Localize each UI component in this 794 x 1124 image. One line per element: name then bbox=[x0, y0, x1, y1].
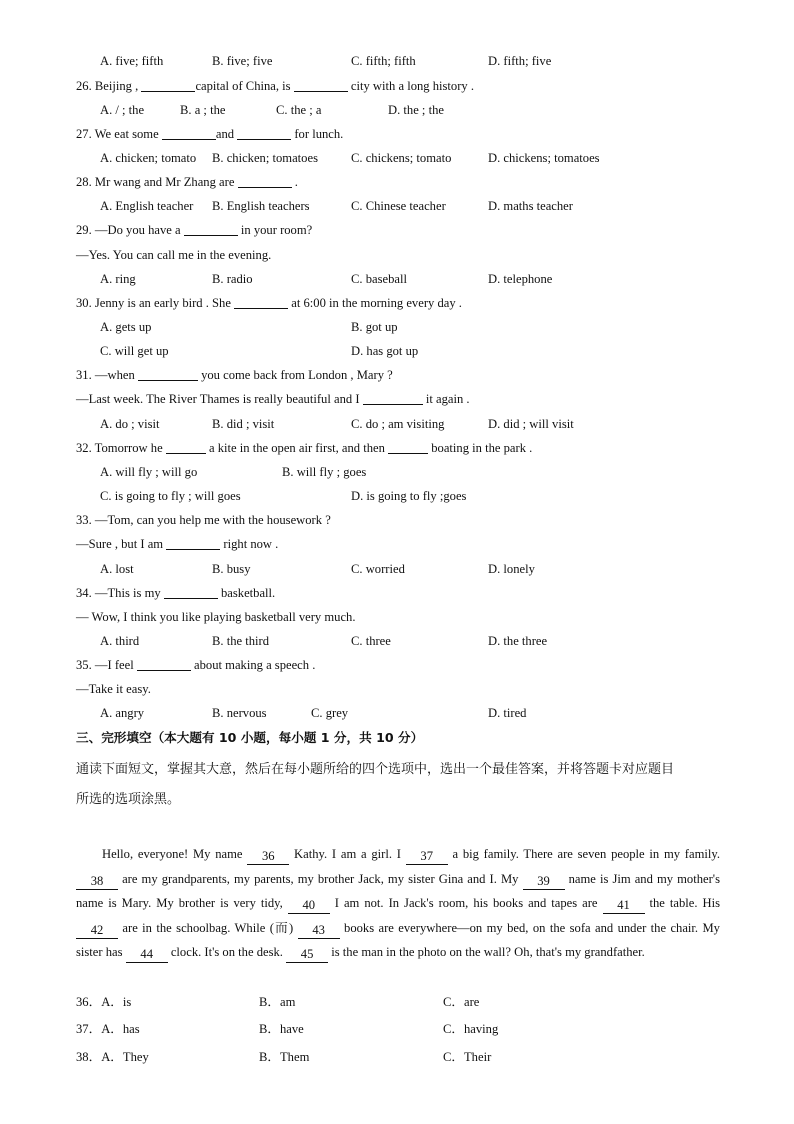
q30-option-b: B. got up bbox=[351, 320, 398, 334]
q28-option-d: D. maths teacher bbox=[488, 199, 573, 213]
q38-option-b: B．Them bbox=[259, 1050, 310, 1064]
q32-options-row1 bbox=[0, 462, 794, 482]
q33-option-d: D. lonely bbox=[488, 562, 535, 576]
q32-option-c: C. is going to fly ; will goes bbox=[100, 489, 241, 503]
q35-option-b: B. nervous bbox=[212, 706, 267, 720]
answer-blank bbox=[166, 535, 220, 550]
q36-option-a: 36．A．is bbox=[76, 995, 132, 1009]
q34-options bbox=[0, 631, 794, 651]
section-instructions-line1: 通读下面短文，掌握其大意，然后在每小题所给的四个选项中，选出一个最佳答案，并将答题卡对应题目 bbox=[76, 762, 675, 777]
q33-options bbox=[0, 559, 794, 579]
answer-blank bbox=[166, 439, 206, 454]
question-30: 30. Jenny is an early bird . She at 6:00 in the morning every day . bbox=[76, 296, 462, 310]
q35-option-d: D. tired bbox=[488, 706, 527, 720]
question-28: 28. Mr wang and Mr Zhang are . bbox=[76, 175, 298, 189]
answer-blank bbox=[234, 294, 288, 309]
answer-blank bbox=[141, 77, 195, 92]
q34-option-d: D. the three bbox=[488, 634, 548, 648]
answer-blank bbox=[164, 584, 218, 599]
q25-option-a: A. five; fifth bbox=[100, 54, 164, 68]
q25-option-d: D. fifth; five bbox=[488, 54, 552, 68]
cloze-blank-37: 37 bbox=[406, 848, 448, 865]
q28-options bbox=[0, 196, 794, 216]
q28-option-b: B. English teachers bbox=[212, 199, 310, 213]
question-29: 29. —Do you have a in your room? bbox=[76, 223, 313, 237]
cloze-blank-44: 44 bbox=[126, 946, 168, 963]
cloze-blank-36: 36 bbox=[247, 848, 289, 865]
q34-option-a: A. third bbox=[100, 634, 140, 648]
q32-option-d: D. is going to fly ;goes bbox=[351, 489, 467, 503]
cloze-blank-38: 38 bbox=[76, 873, 118, 890]
q38-option-c: C．Their bbox=[443, 1050, 492, 1064]
answer-blank bbox=[388, 439, 428, 454]
q29-options bbox=[0, 269, 794, 289]
answer-blank bbox=[237, 125, 291, 140]
q35-option-c: C. grey bbox=[311, 706, 349, 720]
section-instructions-line2: 所选的选项涂黑。 bbox=[76, 792, 181, 807]
q26-option-d: D. the ; the bbox=[388, 103, 444, 117]
q30-options-row1 bbox=[0, 317, 794, 337]
q34-option-c: C. three bbox=[351, 634, 391, 648]
q32-option-b: B. will fly ; goes bbox=[282, 465, 367, 479]
q34-option-b: B. the third bbox=[212, 634, 270, 648]
q38-options bbox=[0, 1047, 794, 1067]
q27-option-c: C. chickens; tomato bbox=[351, 151, 452, 165]
q31-reply: —Last week. The River Thames is really beautiful and I it again . bbox=[76, 392, 470, 406]
q37-options bbox=[0, 1019, 794, 1039]
q30-option-c: C. will get up bbox=[100, 344, 169, 358]
answer-blank bbox=[238, 173, 292, 188]
q26-option-a: A. / ; the bbox=[100, 103, 145, 117]
cloze-passage: Hello, everyone! My name 36 Kathy. I am a girl. I 37 a big family. There are seven people in my family. 38 are my grandparents, my parents, my brother Jack, my sister Gina and I. My 39 name is Jim and my mother's name is Mary. My brother is very tidy, 40 I am not. In Jack's room, his books and tapes are 41 the table. His 42 are in the schoolbag. While (而) 43 books are everywhere—on my bed, on the sofa and under the chair. My sister has 44 clock. It's on the desk. 45 is the man in the photo on the wall? Oh, that's my grandfather. bbox=[76, 847, 721, 961]
question-31: 31. —when you come back from London , Mary ? bbox=[76, 368, 393, 382]
cloze-blank-42: 42 bbox=[76, 922, 118, 939]
q26-option-c: C. the ; a bbox=[276, 103, 322, 117]
q26-options bbox=[0, 100, 794, 120]
q29-option-a: A. ring bbox=[100, 272, 136, 286]
q25-option-c: C. fifth; fifth bbox=[351, 54, 416, 68]
answer-blank bbox=[294, 77, 348, 92]
cloze-blank-40: 40 bbox=[288, 897, 330, 914]
q27-option-a: A. chicken; tomato bbox=[100, 151, 197, 165]
q37-option-c: C．having bbox=[443, 1022, 499, 1036]
cloze-blank-39: 39 bbox=[523, 873, 565, 890]
answer-blank bbox=[363, 390, 423, 405]
q29-option-c: C. baseball bbox=[351, 272, 407, 286]
q26-option-b: B. a ; the bbox=[180, 103, 226, 117]
q25-option-b: B. five; five bbox=[212, 54, 273, 68]
question-34: 34. —This is my basketball. bbox=[76, 586, 276, 600]
q29-option-b: B. radio bbox=[212, 272, 253, 286]
q31-option-a: A. do ; visit bbox=[100, 417, 160, 431]
q29-reply: —Yes. You can call me in the evening. bbox=[76, 248, 272, 262]
section-heading: 三、完形填空（本大题有 10 小题，每小题 1 分，共 10 分） bbox=[76, 730, 424, 745]
q35-reply: —Take it easy. bbox=[76, 682, 151, 696]
answer-blank bbox=[162, 125, 216, 140]
q25-options bbox=[0, 51, 794, 71]
cloze-blank-45: 45 bbox=[286, 946, 328, 963]
answer-blank bbox=[138, 366, 198, 381]
question-35: 35. —I feel about making a speech . bbox=[76, 658, 316, 672]
q32-option-a: A. will fly ; will go bbox=[100, 465, 198, 479]
q36-option-c: C．are bbox=[443, 995, 480, 1009]
q36-option-b: B．am bbox=[259, 995, 296, 1009]
question-32: 32. Tomorrow he a kite in the open air first, and then boating in the park . bbox=[76, 441, 533, 455]
q33-reply: —Sure , but I am right now . bbox=[76, 537, 279, 551]
question-26: 26. Beijing , capital of China, is city with a long history . bbox=[76, 79, 475, 93]
q37-option-b: B．have bbox=[259, 1022, 304, 1036]
q27-options bbox=[0, 148, 794, 168]
cloze-blank-41: 41 bbox=[603, 897, 645, 914]
q31-option-b: B. did ; visit bbox=[212, 417, 275, 431]
q29-option-d: D. telephone bbox=[488, 272, 553, 286]
q31-option-d: D. did ; will visit bbox=[488, 417, 574, 431]
q32-options-row2 bbox=[0, 486, 794, 506]
q30-options-row2 bbox=[0, 341, 794, 361]
q36-options bbox=[0, 992, 794, 1012]
q31-options bbox=[0, 414, 794, 434]
question-27: 27. We eat some and for lunch. bbox=[76, 127, 344, 141]
q33-option-c: C. worried bbox=[351, 562, 405, 576]
q35-option-a: A. angry bbox=[100, 706, 145, 720]
q27-option-d: D. chickens; tomatoes bbox=[488, 151, 600, 165]
q30-option-d: D. has got up bbox=[351, 344, 419, 358]
q30-option-a: A. gets up bbox=[100, 320, 152, 334]
q28-option-a: A. English teacher bbox=[100, 199, 194, 213]
q37-option-a: 37．A．has bbox=[76, 1022, 140, 1036]
cloze-blank-43: 43 bbox=[298, 922, 340, 939]
q35-options bbox=[0, 703, 794, 723]
q27-option-b: B. chicken; tomatoes bbox=[212, 151, 318, 165]
answer-blank bbox=[137, 656, 191, 671]
q28-option-c: C. Chinese teacher bbox=[351, 199, 446, 213]
q33-option-a: A. lost bbox=[100, 562, 134, 576]
q38-option-a: 38．A．They bbox=[76, 1050, 149, 1064]
q34-reply: — Wow, I think you like playing basketball very much. bbox=[76, 610, 356, 624]
q31-option-c: C. do ; am visiting bbox=[351, 417, 445, 431]
question-33: 33. —Tom, can you help me with the housework ? bbox=[76, 513, 331, 527]
q33-option-b: B. busy bbox=[212, 562, 251, 576]
answer-blank bbox=[184, 221, 238, 236]
